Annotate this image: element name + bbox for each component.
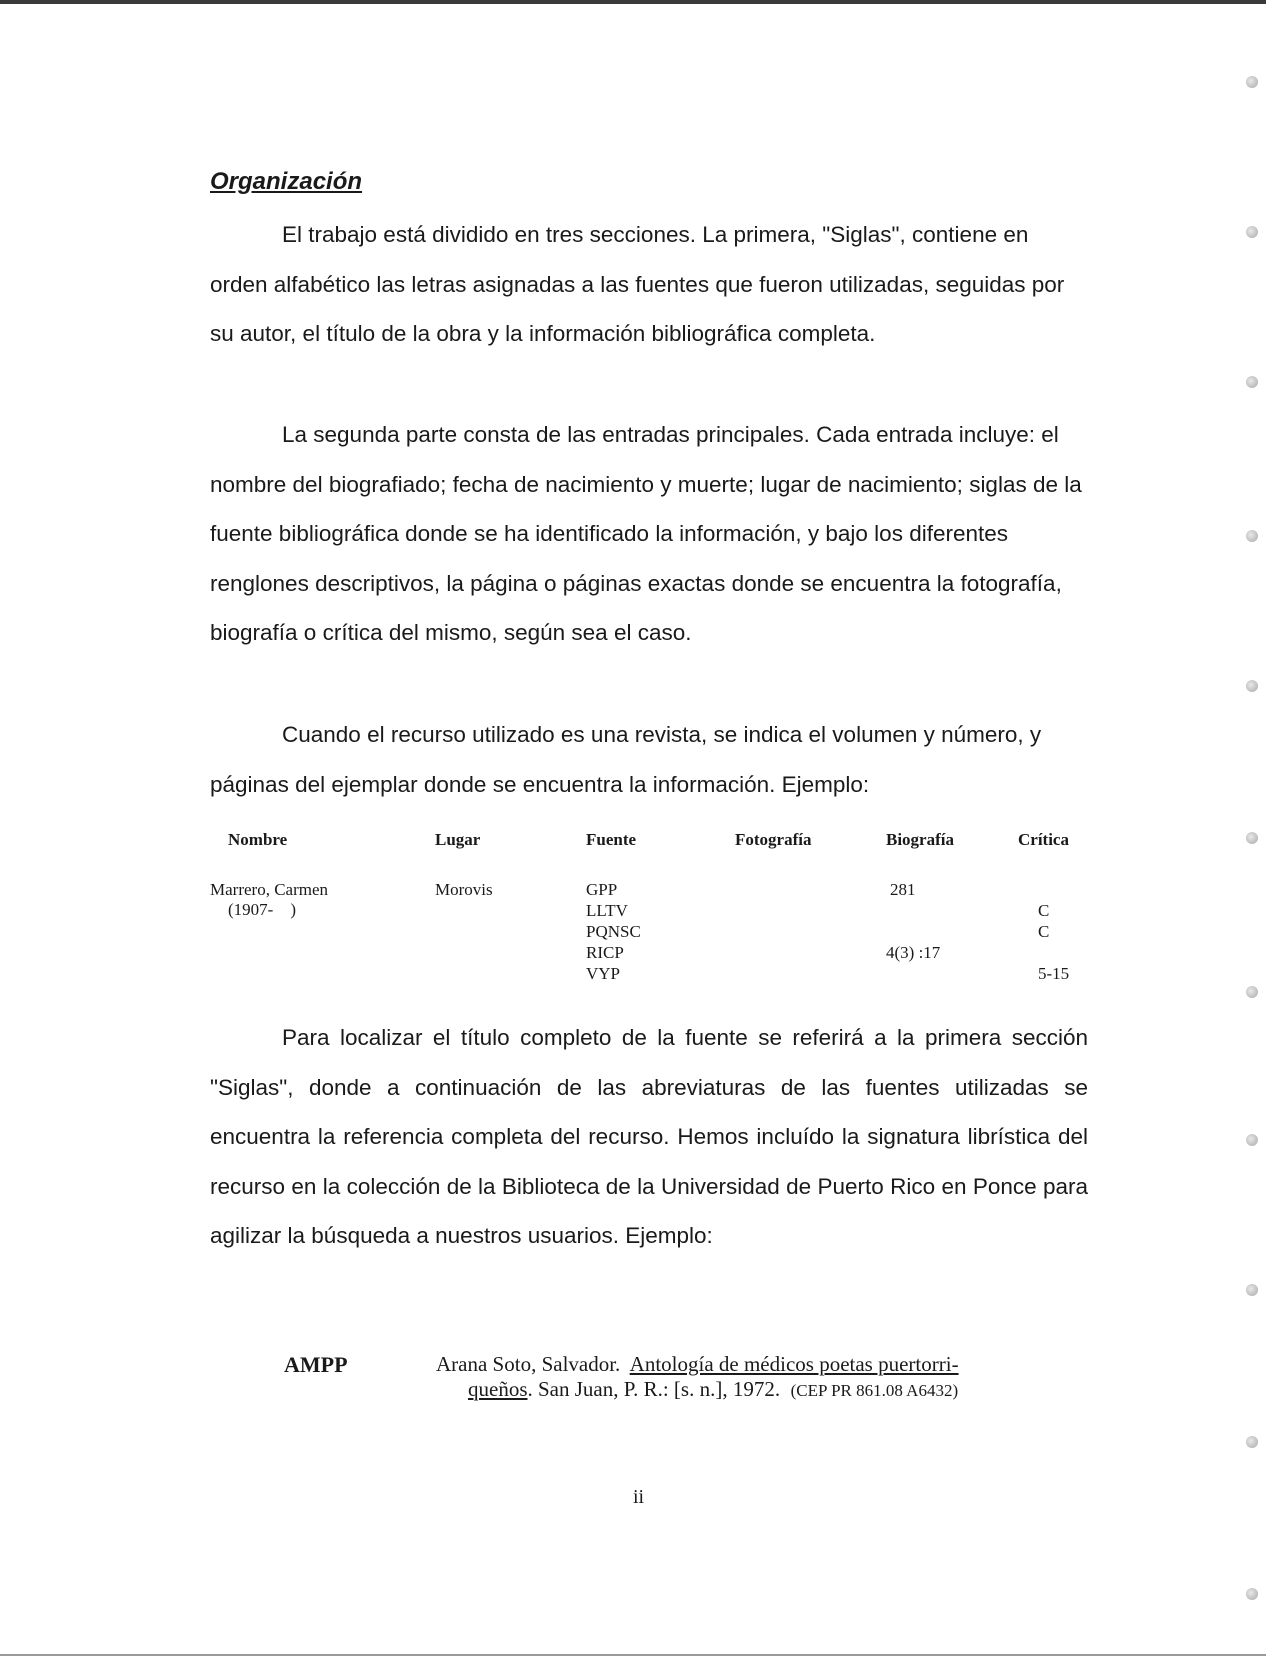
- binder-holes: [1238, 0, 1266, 1663]
- siglas-reference: [436, 1352, 1096, 1403]
- paragraph-secciones: [210, 210, 1088, 359]
- reference-title: Antología de médicos poetas puertorri-: [629, 1352, 959, 1376]
- binder-hole: [1246, 1436, 1258, 1448]
- page-number: ii: [633, 1486, 645, 1508]
- column-header-biografia: Biografía: [886, 830, 954, 849]
- paragraph-text: La segunda parte consta de las entradas principales. Cada entrada incluye: el nombre del biografiado; fecha de nacimiento y muerte; lugar de nacimiento; siglas de la fuente bibliográfica donde se ha identificado la información, y bajo los diferentes renglones descriptivos, la página o páginas exactas donde se encuentra la fotografía, biografía o crítica del mismo, según sea el caso.: [210, 422, 1082, 646]
- binder-hole: [1246, 986, 1258, 998]
- reference-title-cont: queños: [468, 1377, 528, 1401]
- fuente-cell: LLTV: [586, 901, 628, 920]
- biografia-cell: 281: [890, 880, 916, 899]
- section-heading: Organización: [210, 168, 363, 195]
- binder-hole: [1246, 680, 1258, 692]
- entry-name: Marrero, Carmen: [210, 880, 329, 899]
- fuente-cell: RICP: [586, 943, 624, 962]
- binder-hole: [1246, 76, 1258, 88]
- biografia-cell: 4(3) :17: [886, 943, 941, 962]
- column-header-fuente: Fuente: [586, 830, 637, 849]
- fuente-cell: PQNSC: [586, 922, 641, 941]
- binder-hole: [1246, 832, 1258, 844]
- reference-author: Arana Soto, Salvador.: [436, 1352, 621, 1376]
- column-header-nombre: Nombre: [228, 830, 288, 849]
- critica-cell: C: [1038, 901, 1050, 920]
- binder-hole: [1246, 530, 1258, 542]
- fuente-cell: VYP: [586, 964, 621, 983]
- fuente-cell: GPP: [586, 880, 618, 899]
- paragraph-text: Cuando el recurso utilizado es una revista, se indica el volumen y número, y páginas del ejemplar donde se encuentra la información. Ejemplo:: [210, 722, 1042, 797]
- column-header-critica: Crítica: [1018, 830, 1069, 849]
- paragraph-text: Para localizar el título completo de la fuente se referirá a la primera sección "Siglas", donde a continuación de las abreviaturas de las fuentes utilizadas se encuentra la referencia completa del recurso. Hemos incluído la signatura librística del recurso en la colección de la Biblioteca de la Universidad de Puerto Rico en Ponce para agilizar la búsqueda a nuestros usuarios. Ejemplo:: [210, 1025, 1088, 1249]
- critica-cell: C: [1038, 922, 1050, 941]
- entry-place: Morovis: [435, 880, 493, 899]
- page-top-edge: [0, 0, 1266, 4]
- column-header-lugar: Lugar: [435, 830, 481, 849]
- paragraph-entradas: [210, 410, 1088, 658]
- binder-hole: [1246, 226, 1258, 238]
- critica-cell: 5-15: [1038, 964, 1070, 983]
- paragraph-revista: [210, 710, 1088, 809]
- paragraph-localizar: [210, 1013, 1088, 1261]
- page-bottom-edge: [0, 1654, 1266, 1656]
- paragraph-text: El trabajo está dividido en tres secciones. La primera, "Siglas", contiene en orden alfabético las letras asignadas a las fuentes que fueron utilizadas, seguidas por su autor, el título de la obra y la información bibliográfica completa.: [210, 222, 1065, 347]
- binder-hole: [1246, 1588, 1258, 1600]
- reference-imprint: . San Juan, P. R.: [s. n.], 1972.: [527, 1377, 781, 1401]
- siglas-code: AMPP: [284, 1352, 348, 1377]
- entry-dates: (1907- ): [228, 900, 296, 919]
- binder-hole: [1246, 376, 1258, 388]
- reference-call-number: (CEP PR 861.08 A6432): [790, 1381, 959, 1400]
- binder-hole: [1246, 1134, 1258, 1146]
- column-header-fotografia: Fotografía: [735, 830, 812, 849]
- binder-hole: [1246, 1284, 1258, 1296]
